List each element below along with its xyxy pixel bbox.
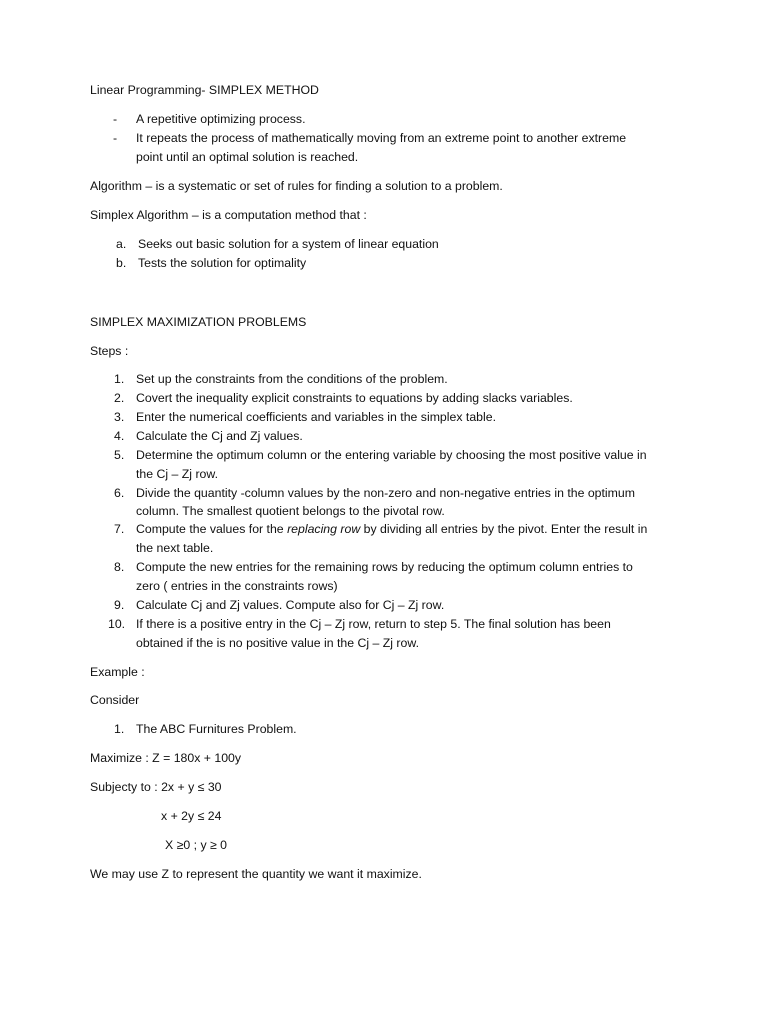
list-item: Seeks out basic solution for a system of linear equation (138, 237, 439, 251)
step-number: 5. (114, 448, 125, 462)
step-text: Divide the quantity -column values by the non-zero and non-negative entries in the optimum (136, 486, 635, 500)
problem-title: The ABC Furnitures Problem. (136, 722, 297, 736)
step-text: Calculate the Cj and Zj values. (136, 429, 303, 443)
step-text: Enter the numerical coefficients and variables in the simplex table. (136, 410, 496, 424)
step-text: Calculate Cj and Zj values. Compute also for Cj – Zj row. (136, 598, 445, 612)
step-text: Covert the inequality explicit constraints to equations by adding slacks variables. (136, 391, 573, 405)
bullet-text-continued: point until an optimal solution is reached. (136, 150, 359, 164)
algorithm-definition: Algorithm – is a systematic or set of rules for finding a solution to a problem. (90, 179, 503, 193)
objective-function: Maximize : Z = 180x + 100y (90, 751, 242, 765)
steps-label: Steps : (90, 344, 129, 358)
problem-number: 1. (114, 722, 125, 736)
step-number: 8. (114, 560, 125, 574)
step-text (136, 522, 647, 537)
list-item: Tests the solution for optimality (138, 256, 307, 270)
step-text: Compute the new entries for the remaining rows by reducing the optimum column entries to (136, 560, 633, 574)
constraint-3: X ≥0 ; y ≥ 0 (165, 838, 228, 852)
step-number: 4. (114, 429, 125, 443)
bullet-text: A repetitive optimizing process. (136, 112, 306, 126)
step-number: 7. (114, 522, 125, 536)
bullet-text: It repeats the process of mathematically moving from an extreme point to another extreme (136, 131, 627, 145)
step-number: 10. (108, 617, 126, 631)
example-label: Example : (90, 665, 145, 679)
list-marker: a. (116, 237, 127, 251)
step-text-continued: the Cj – Zj row. (136, 467, 219, 481)
step-text-continued: column. The smallest quotient belongs to the pivotal row. (136, 504, 445, 518)
replacing-row-italic: replacing row (287, 522, 361, 536)
constraint-2: x + 2y ≤ 24 (161, 809, 222, 823)
list-marker: b. (116, 256, 127, 270)
step-number: 6. (114, 486, 125, 500)
step-number: 1. (114, 372, 125, 386)
step-text-continued: obtained if the is no positive value in the Cj – Zj row. (136, 636, 419, 650)
step-text: Set up the constraints from the conditions of the problem. (136, 372, 448, 386)
document-title: Linear Programming- SIMPLEX METHOD (90, 83, 319, 97)
step-text-continued: zero ( entries in the constraints rows) (136, 579, 338, 593)
constraint-1: Subjecty to : 2x + y ≤ 30 (90, 780, 222, 794)
step-text-continued: the next table. (136, 541, 214, 555)
consider-label: Consider (90, 693, 140, 707)
step-text-part: Compute the values for the (136, 522, 288, 536)
step-number: 2. (114, 391, 125, 405)
step-text: Determine the optimum column or the entering variable by choosing the most positive value in (136, 448, 647, 462)
step-number: 9. (114, 598, 125, 612)
section-heading: SIMPLEX MAXIMIZATION PROBLEMS (90, 315, 307, 329)
step-number: 3. (114, 410, 125, 424)
simplex-definition: Simplex Algorithm – is a computation method that : (90, 208, 367, 222)
step-text-part: by dividing all entries by the pivot. Enter the result in (360, 522, 648, 536)
closing-statement: We may use Z to represent the quantity we want it maximize. (90, 867, 422, 881)
step-text: If there is a positive entry in the Cj – Zj row, return to step 5. The final solution has been (136, 617, 611, 631)
bullet-marker: - (113, 112, 118, 126)
bullet-marker: - (113, 131, 118, 145)
